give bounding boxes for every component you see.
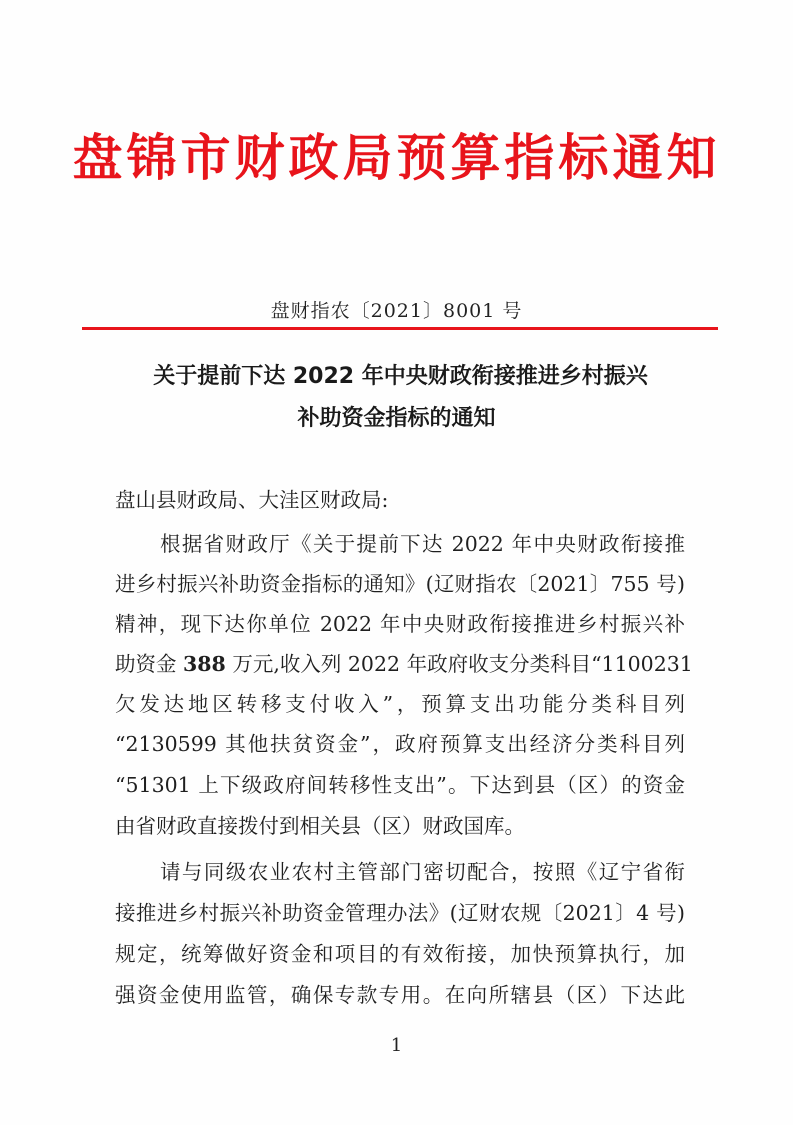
body-line: 接推进乡村振兴补助资金管理办法》(辽财农规〔2021〕4 号)	[115, 901, 685, 925]
body-line: 进乡村振兴补助资金指标的通知》(辽财指农〔2021〕755 号)	[115, 572, 685, 596]
body-line: 欠发达地区转移支付收入”，预算支出功能分类科目列	[115, 692, 685, 716]
salutation: 盘山县财政局、大洼区财政局:	[115, 488, 389, 512]
amount-prefix: 助资金	[115, 652, 184, 676]
amount-suffix: 万元,收入列 2022 年政府收支分类科目“1100231	[225, 652, 693, 676]
body-line: 精神，现下达你单位 2022 年中央财政衔接推进乡村振兴补	[115, 612, 685, 636]
notice-title-line-1: 关于提前下达 2022 年中央财政衔接推进乡村振兴	[153, 364, 648, 389]
body-line-amount	[115, 650, 693, 678]
body-line: “51301 上下级政府间转移性支出”。下达到县（区）的资金	[115, 773, 685, 797]
masthead-title: 盘锦市财政局预算指标通知	[72, 129, 721, 187]
body-line: 规定，统筹做好资金和项目的有效衔接，加快预算执行，加	[115, 942, 685, 966]
notice-title-line-2: 补助资金指标的通知	[297, 406, 496, 431]
body-line: 强资金使用监管，确保专款专用。在向所辖县（区）下达此	[115, 983, 685, 1007]
page-number: 1	[390, 1035, 403, 1056]
body-line: 根据省财政厅《关于提前下达 2022 年中央财政衔接推	[160, 532, 685, 556]
body-line: 由省财政直接拨付到相关县（区）财政国库。	[115, 814, 525, 838]
amount-value: 388	[183, 652, 226, 676]
body-line: “2130599 其他扶贫资金”，政府预算支出经济分类科目列	[115, 732, 685, 756]
red-divider-line	[82, 327, 718, 330]
body-line: 请与同级农业农村主管部门密切配合，按照《辽宁省衔	[160, 860, 685, 884]
document-number: 盘财指农〔2021〕8001 号	[270, 300, 523, 322]
